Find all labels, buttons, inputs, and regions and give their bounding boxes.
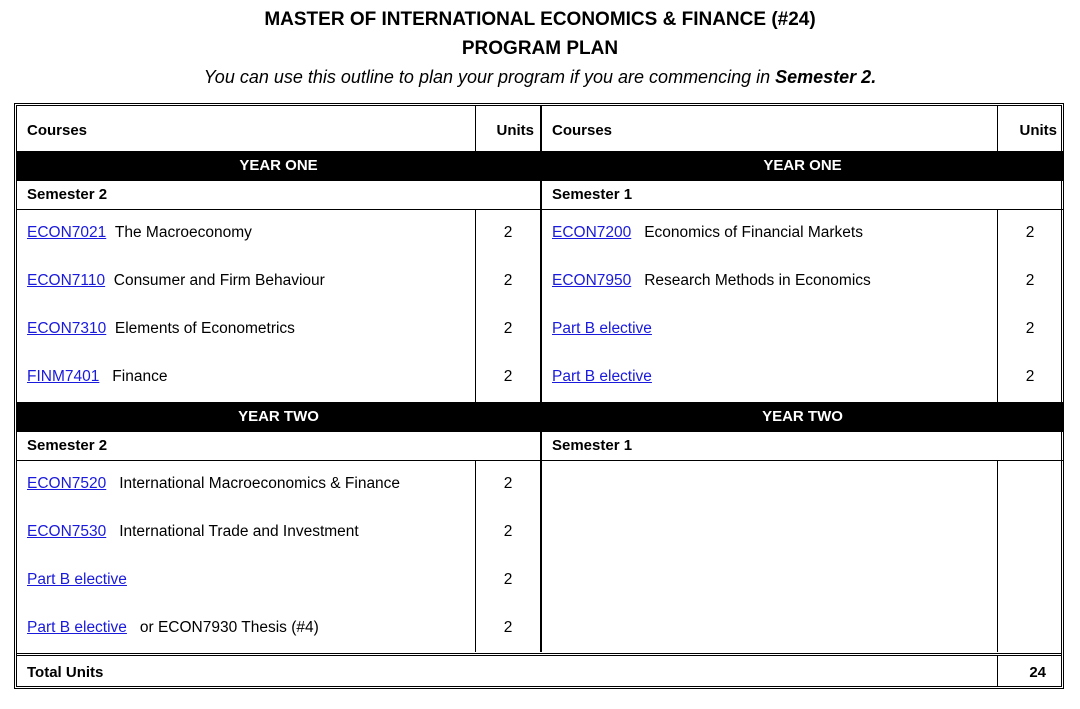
course-link[interactable]: ECON7200 xyxy=(552,224,632,241)
total-separator xyxy=(997,656,998,686)
right-year-two-semester-label: Semester 1 xyxy=(552,437,633,454)
course-link[interactable]: ECON7021 xyxy=(27,224,107,241)
plan-title: MASTER OF INTERNATIONAL ECONOMICS & FINANCE (#24) xyxy=(264,9,816,30)
course-units: 2 xyxy=(503,272,513,289)
elective-link[interactable]: Part B elective xyxy=(27,571,127,588)
total-row xyxy=(17,653,1061,686)
right-column xyxy=(542,106,1063,652)
table-row xyxy=(542,306,1063,354)
plan-note-text: You can use this outline to plan your program if you are commencing in xyxy=(203,67,776,87)
right-y2-units-separator xyxy=(997,461,998,652)
course-name: The Macroeconomy xyxy=(114,224,252,241)
course-units: 2 xyxy=(503,523,513,540)
course-link[interactable]: FINM7401 xyxy=(27,368,100,385)
course-units: 2 xyxy=(1025,272,1035,289)
right-header-separator xyxy=(997,106,998,151)
table-row xyxy=(17,509,540,557)
plan-note xyxy=(0,67,1080,88)
right-units-header: Units xyxy=(1019,122,1057,139)
left-units-header: Units xyxy=(496,122,534,139)
right-courses-header: Courses xyxy=(552,122,613,139)
course-link[interactable]: ECON7520 xyxy=(27,475,107,492)
course-units: 2 xyxy=(1025,368,1035,385)
course-units: 2 xyxy=(503,571,513,588)
total-value: 24 xyxy=(1029,664,1046,681)
table-row xyxy=(17,557,540,605)
plan-subtitle: PROGRAM PLAN xyxy=(461,38,619,59)
program-plan-table xyxy=(14,103,1064,689)
left-header-separator xyxy=(475,106,476,151)
right-year-one-semester-label: Semester 1 xyxy=(552,186,633,203)
course-link[interactable]: ECON7110 xyxy=(27,272,106,289)
course-name: Elements of Econometrics xyxy=(114,320,295,337)
table-row xyxy=(17,210,540,258)
course-name: Finance xyxy=(112,368,168,385)
course-units: 2 xyxy=(1025,320,1035,337)
left-year-two-semester xyxy=(17,432,540,461)
course-units: 2 xyxy=(503,619,513,636)
right-year-one-band: YEAR ONE xyxy=(542,151,1063,181)
table-row xyxy=(17,605,540,653)
right-header xyxy=(542,106,1063,152)
course-name: Research Methods in Economics xyxy=(644,272,871,289)
total-label: Total Units xyxy=(27,664,104,681)
right-year-two-band: YEAR TWO xyxy=(542,402,1063,432)
right-year-two-semester xyxy=(542,432,1063,461)
course-units: 2 xyxy=(503,475,513,492)
table-row xyxy=(542,258,1063,306)
course-link[interactable]: ECON7530 xyxy=(27,523,107,540)
course-name: or ECON7930 Thesis (#4) xyxy=(139,619,319,636)
left-column xyxy=(17,106,540,652)
elective-link[interactable]: Part B elective xyxy=(552,368,652,385)
course-name: Economics of Financial Markets xyxy=(644,224,863,241)
table-row xyxy=(542,354,1063,402)
course-units: 2 xyxy=(503,320,513,337)
elective-link[interactable]: Part B elective xyxy=(552,320,652,337)
course-name: International Trade and Investment xyxy=(119,523,359,540)
right-year-one-semester xyxy=(542,181,1063,210)
table-row xyxy=(542,210,1063,258)
elective-link[interactable]: Part B elective xyxy=(27,619,127,636)
table-row xyxy=(17,354,540,402)
plan-note-semester: Semester 2. xyxy=(775,67,877,87)
left-courses-header: Courses xyxy=(27,122,88,139)
table-row xyxy=(17,461,540,509)
course-units: 2 xyxy=(1025,224,1035,241)
course-name: International Macroeconomics & Finance xyxy=(119,475,401,492)
left-year-two-band: YEAR TWO xyxy=(17,402,540,432)
table-row xyxy=(17,258,540,306)
left-year-one-semester-label: Semester 2 xyxy=(27,186,108,203)
left-year-one-band: YEAR ONE xyxy=(17,151,540,181)
course-link[interactable]: ECON7950 xyxy=(552,272,632,289)
table-row xyxy=(17,306,540,354)
course-name: Consumer and Firm Behaviour xyxy=(113,272,325,289)
left-year-one-semester xyxy=(17,181,540,210)
left-year-two-semester-label: Semester 2 xyxy=(27,437,108,454)
left-header xyxy=(17,106,540,152)
course-link[interactable]: ECON7310 xyxy=(27,320,107,337)
course-units: 2 xyxy=(503,368,513,385)
course-units: 2 xyxy=(503,224,513,241)
